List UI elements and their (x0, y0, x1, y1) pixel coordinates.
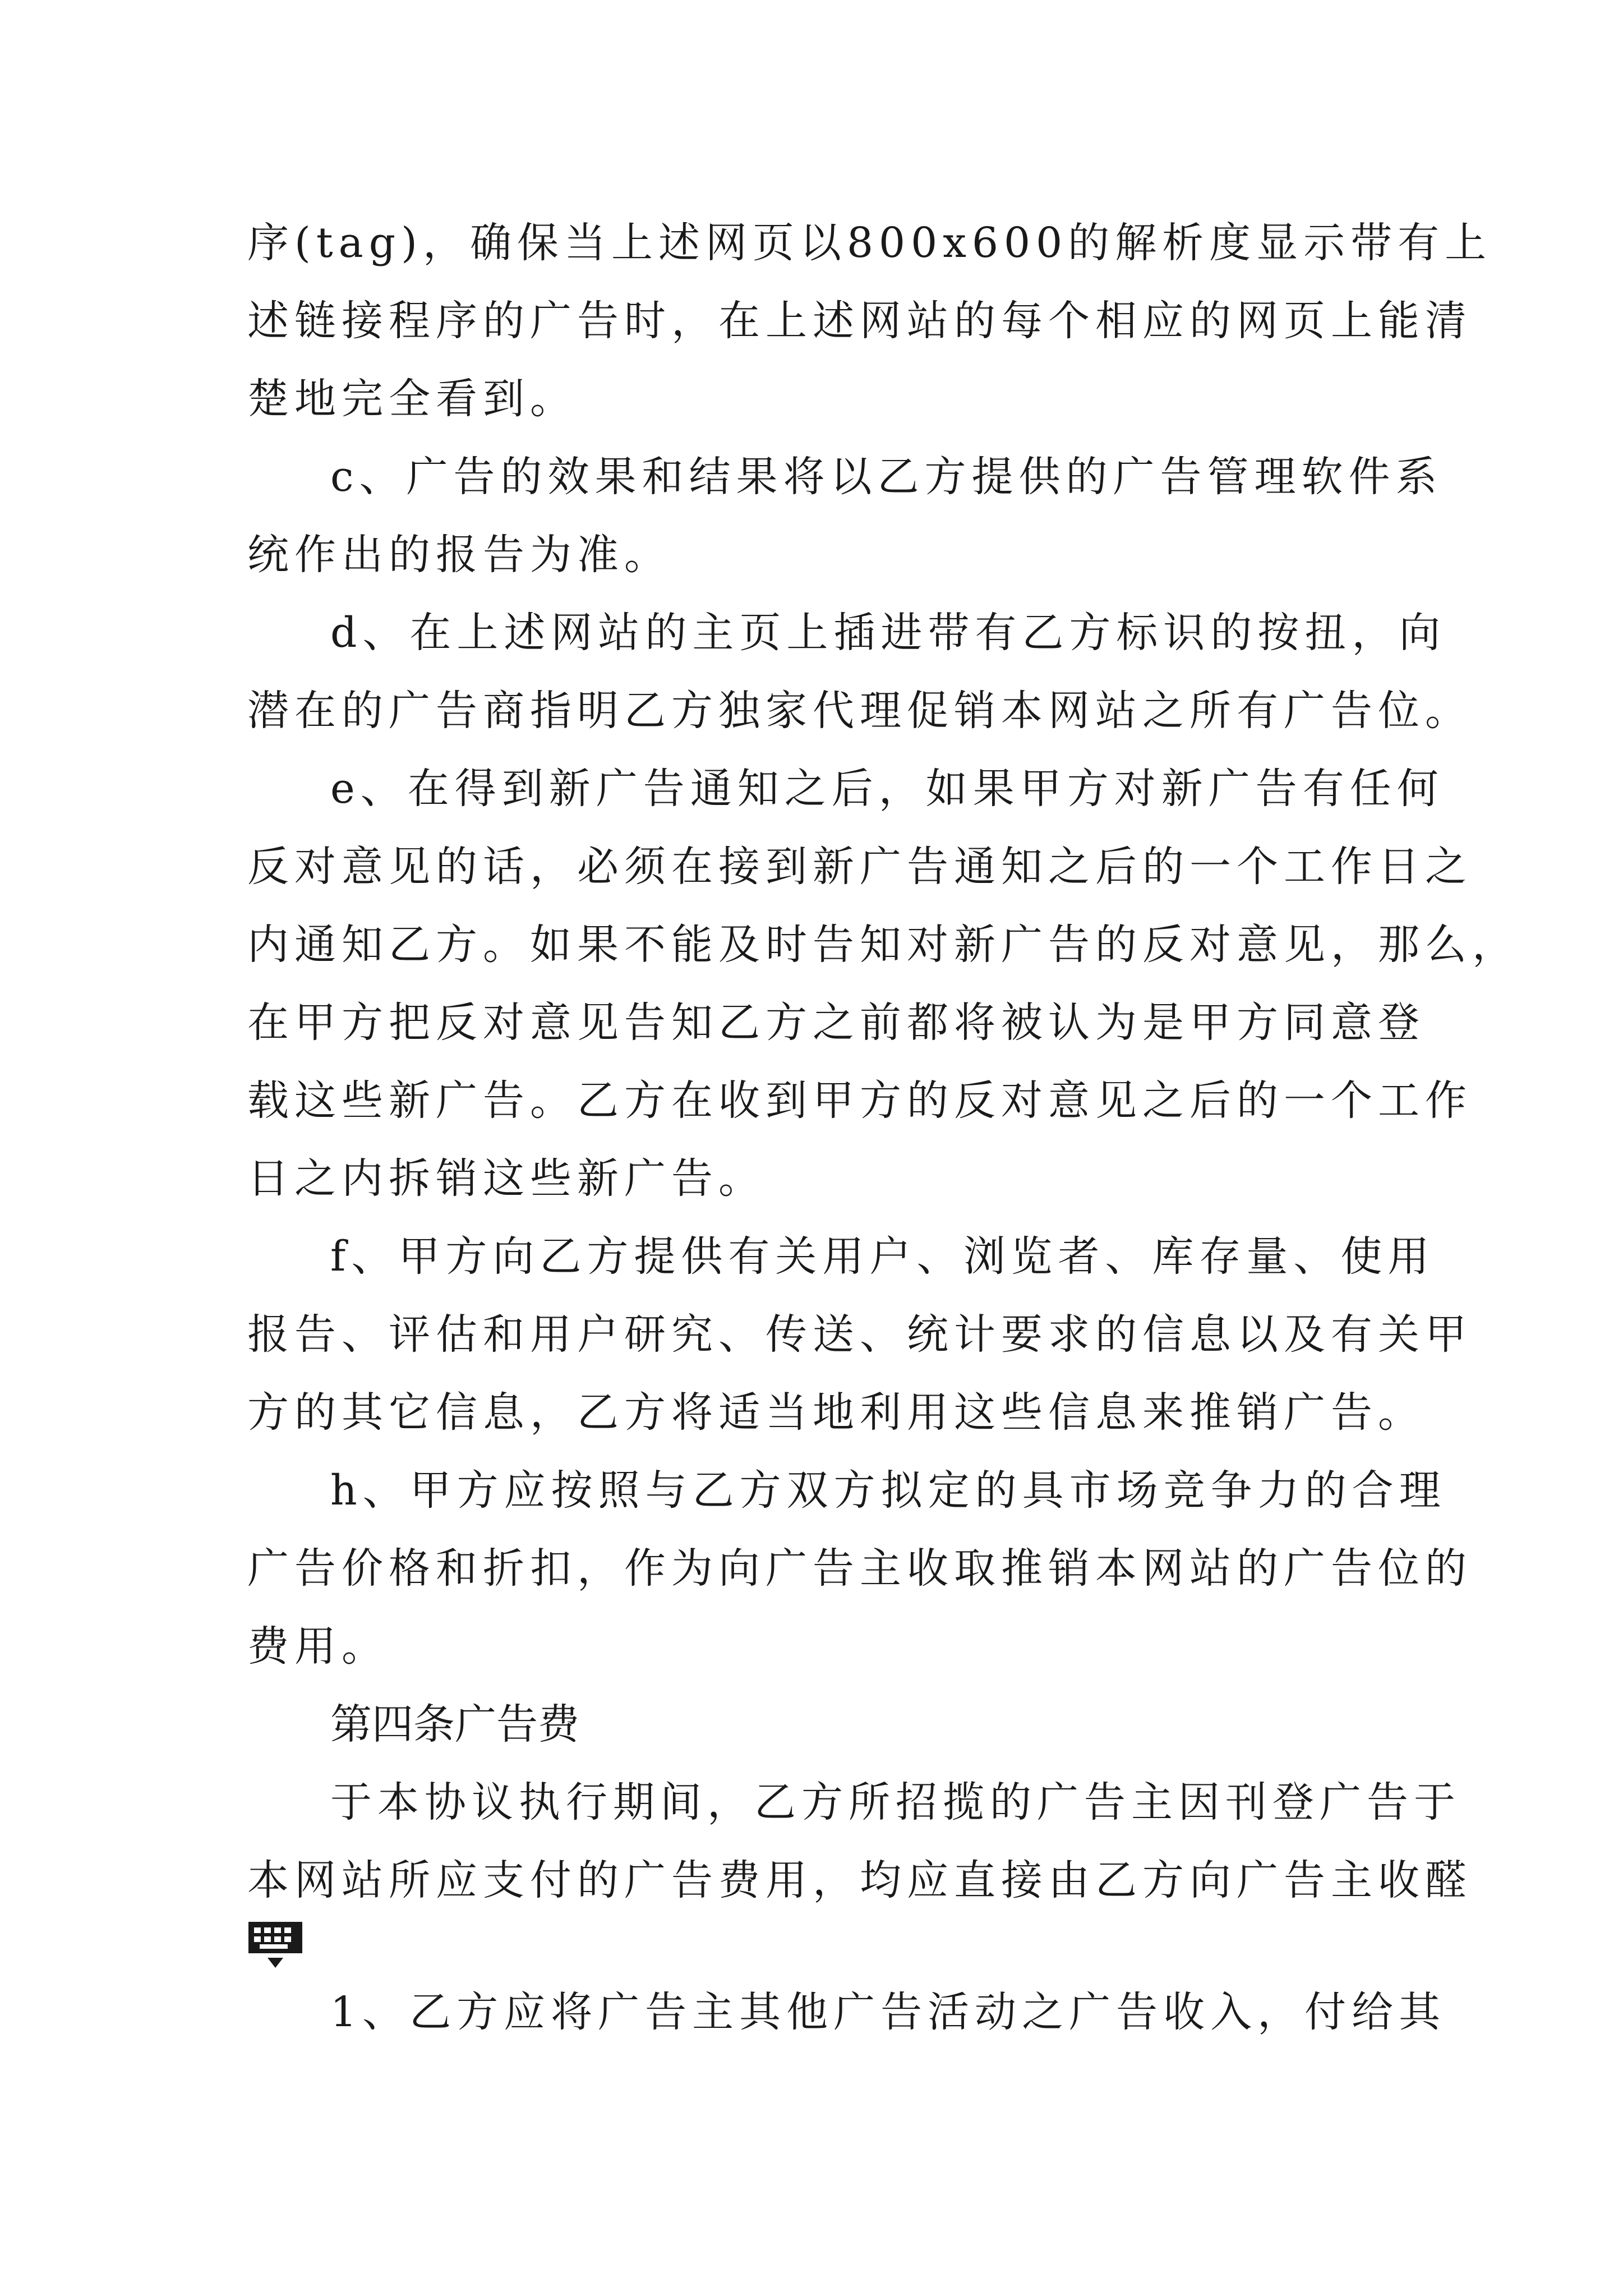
text-line-1: 序(tag)，确保当上述网页以800x600的解析度显示带有上 (247, 219, 1492, 267)
clause-1-line-1: 1、乙方应将广告主其他广告活动之广告收入，付给其 (330, 1988, 1446, 2036)
paragraph-d-line-2: 潜在的广告商指明乙方独家代理促销本网站之所有广告位。 (247, 687, 1472, 735)
keyboard-icon (247, 1921, 303, 1971)
paragraph-h-line-3: 费用。 (247, 1622, 389, 1671)
paragraph-e-line-6: 日之内拆销这些新广告。 (247, 1154, 766, 1203)
text-line-3: 楚地完全看到。 (247, 375, 577, 423)
paragraph-f-line-1: f、甲方向乙方提供有关用户、浏览者、库存量、使用 (330, 1232, 1435, 1281)
paragraph-e-line-2: 反对意见的话，必须在接到新广告通知之后的一个工作日之 (247, 843, 1472, 891)
section-body-line-1: 于本协议执行期间，乙方所招揽的广告主因刊登广告于 (330, 1778, 1461, 1826)
paragraph-e-line-3: 内通知乙方。如果不能及时告知对新广告的反对意见，那么， (247, 921, 1519, 969)
section-body-line-2: 本网站所应支付的广告费用，均应直接由乙方向广告主收醛 (247, 1856, 1472, 1904)
paragraph-d-line-1: d、在上述网站的主页上插进带有乙方标识的按扭，向 (330, 609, 1446, 657)
paragraph-e-line-1: e、在得到新广告通知之后，如果甲方对新广告有任何 (330, 765, 1444, 813)
paragraph-e-line-4: 在甲方把反对意见告知乙方之前都将被认为是甲方同意登 (247, 999, 1425, 1047)
section-heading: 第四条广告费 (330, 1700, 579, 1749)
text-line-2: 述链接程序的广告时，在上述网站的每个相应的网页上能清 (247, 297, 1472, 345)
paragraph-h-line-1: h、甲方应按照与乙方双方拟定的具市场竞争力的合理 (330, 1466, 1446, 1515)
paragraph-c-line-2: 统作出的报告为准。 (247, 531, 671, 579)
paragraph-f-line-2: 报告、评估和用户研究、传送、统计要求的信息以及有关甲 (247, 1310, 1472, 1359)
paragraph-h-line-2: 广告价格和折扣，作为向广告主收取推销本网站的广告位的 (247, 1544, 1472, 1593)
paragraph-c-line-1: c、广告的效果和结果将以乙方提供的广告管理软件系 (330, 453, 1443, 501)
paragraph-f-line-3: 方的其它信息，乙方将适当地利用这些信息来推销广告。 (247, 1388, 1425, 1437)
paragraph-e-line-5: 载这些新广告。乙方在收到甲方的反对意见之后的一个工作 (247, 1076, 1472, 1125)
